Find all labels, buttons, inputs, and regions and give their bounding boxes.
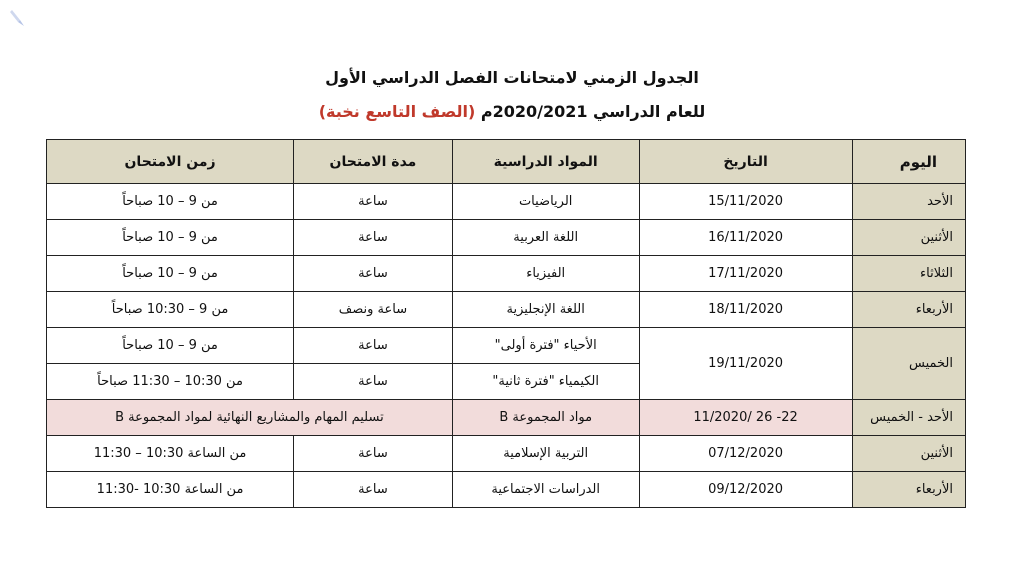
header-subject: المواد الدراسية — [452, 140, 639, 184]
table-row — [47, 436, 966, 472]
table-row — [47, 472, 966, 508]
date-cell: 16/11/2020 — [639, 220, 852, 256]
table-header-row — [47, 140, 966, 184]
subject-cell: الرياضيات — [452, 184, 639, 220]
time-cell: من 9 – 10 صباحاً — [47, 184, 294, 220]
header-day: اليوم — [852, 140, 965, 184]
subject-cell: الأحياء "فترة أولى" — [452, 328, 639, 364]
subject-cell: اللغة الإنجليزية — [452, 292, 639, 328]
day-cell: الأربعاء — [852, 472, 965, 508]
duration-cell: ساعة — [294, 364, 453, 400]
day-cell: الأحد — [852, 184, 965, 220]
academic-year: للعام الدراسي 2020/2021م — [480, 102, 706, 121]
subject-cell: مواد المجموعة B — [452, 400, 639, 436]
subject-cell: اللغة العربية — [452, 220, 639, 256]
header-duration: مدة الامتحان — [294, 140, 453, 184]
pen-watermark-icon — [8, 8, 30, 30]
time-cell: من 9 – 10 صباحاً — [47, 256, 294, 292]
exam-schedule-table — [46, 139, 966, 508]
grade-label: (الصف التاسع نخبة) — [318, 102, 476, 121]
table-row — [47, 184, 966, 220]
day-cell: الأحد - الخميس — [852, 400, 965, 436]
day-cell: الخميس — [852, 328, 965, 400]
subject-cell: الفيزياء — [452, 256, 639, 292]
time-cell: من الساعة 10:30 -11:30 — [47, 472, 294, 508]
date-cell: 22- 26 /11/2020 — [639, 400, 852, 436]
header-time: زمن الامتحان — [47, 140, 294, 184]
date-cell: 07/12/2020 — [639, 436, 852, 472]
duration-cell: ساعة ونصف — [294, 292, 453, 328]
table-row — [47, 328, 966, 364]
table-row — [47, 220, 966, 256]
subject-cell: الدراسات الاجتماعية — [452, 472, 639, 508]
date-cell: 18/11/2020 — [639, 292, 852, 328]
day-cell: الثلاثاء — [852, 256, 965, 292]
date-cell: 19/11/2020 — [639, 328, 852, 400]
subject-cell: التربية الإسلامية — [452, 436, 639, 472]
duration-cell: ساعة — [294, 328, 453, 364]
duration-cell: ساعة — [294, 256, 453, 292]
date-cell: 15/11/2020 — [639, 184, 852, 220]
time-cell: من 10:30 – 11:30 صباحاً — [47, 364, 294, 400]
time-cell: من 9 – 10 صباحاً — [47, 220, 294, 256]
duration-cell: ساعة — [294, 472, 453, 508]
subject-cell: الكيمياء "فترة ثانية" — [452, 364, 639, 400]
date-cell: 09/12/2020 — [639, 472, 852, 508]
table-row-group-b — [47, 400, 966, 436]
day-cell: الأثنين — [852, 436, 965, 472]
duration-cell: ساعة — [294, 184, 453, 220]
duration-cell: ساعة — [294, 220, 453, 256]
page-subtitle — [0, 102, 1024, 121]
date-cell: 17/11/2020 — [639, 256, 852, 292]
time-cell: من الساعة 10:30 – 11:30 — [47, 436, 294, 472]
table-row — [47, 292, 966, 328]
table-row — [47, 256, 966, 292]
day-cell: الأربعاء — [852, 292, 965, 328]
header-date: التاريخ — [639, 140, 852, 184]
task-cell: تسليم المهام والمشاريع النهائية لمواد المجموعة B — [47, 400, 453, 436]
time-cell: من 9 – 10:30 صباحاً — [47, 292, 294, 328]
time-cell: من 9 – 10 صباحاً — [47, 328, 294, 364]
duration-cell: ساعة — [294, 436, 453, 472]
page-title: الجدول الزمني لامتحانات الفصل الدراسي الأول — [325, 68, 699, 87]
day-cell: الأثنين — [852, 220, 965, 256]
